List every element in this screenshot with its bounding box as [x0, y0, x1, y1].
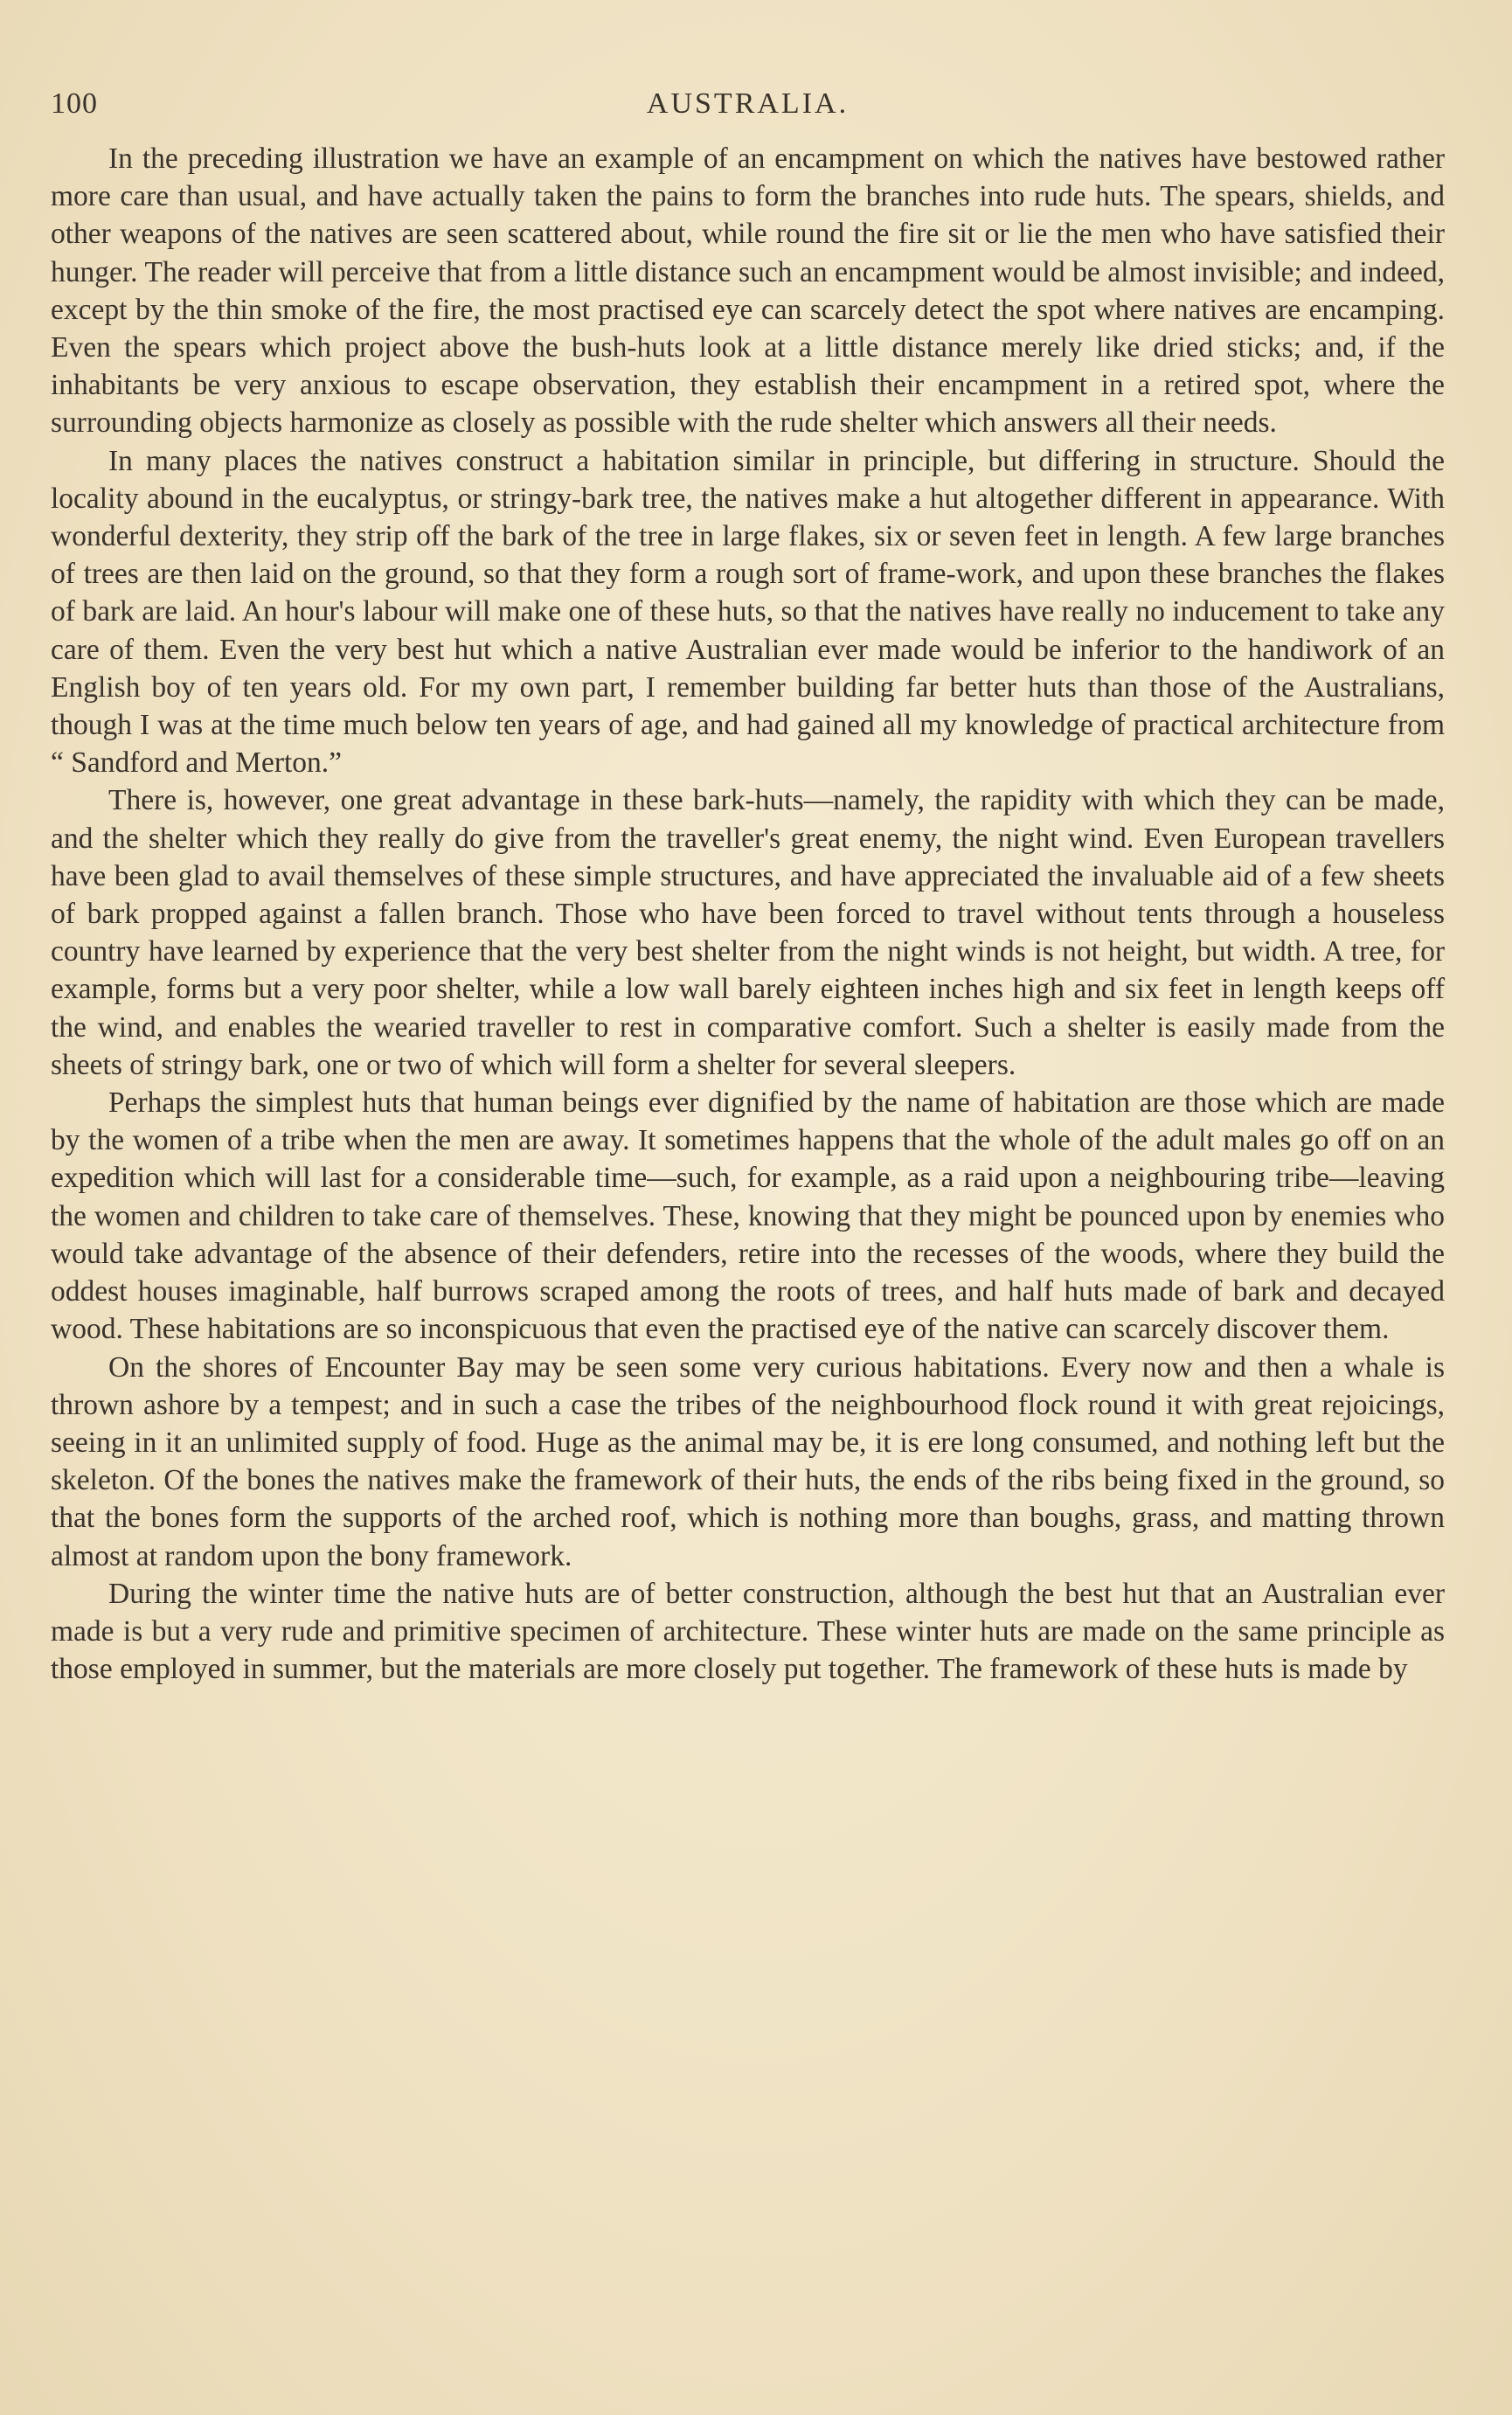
- book-page: [51, 87, 1445, 1688]
- paragraph: In the preceding illustration we have an example of an encampment on which the natives have bestowed rather more care than usual, and have actually taken the pains to form the branches into rude huts. The spears, shields, and other weapons of the natives are seen scattered about, while round the fire sit or lie the men who have satisfied their hunger. The reader will perceive that from a little distance such an encampment would be almost invisible; and indeed, except by the thin smoke of the fire, the most practised eye can scarcely detect the spot where natives are encamping. Even the spears which project above the bush-huts look at a little distance merely like dried sticks; and, if the inhabitants be very anxious to escape observation, they establish their encampment in a retired spot, where the surrounding objects harmonize as closely as possible with the rude shelter which answers all their needs.: [51, 142, 1445, 440]
- page-header: [51, 87, 1445, 140]
- body-text: [51, 140, 1445, 1688]
- paragraph: On the shores of Encounter Bay may be seen some very curious habitations. Every now and then a whale is thrown ashore by a tempest; and in such a case the tribes of the neighbourhood flock round it with great rejoicings, seeing in it an unlimited supply of food. Huge as the animal may be, it is ere long consumed, and nothing left but the skeleton. Of the bones the natives make the framework of their huts, the ends of the ribs being fixed in the ground, so that the bones form the supports of the arched roof, which is nothing more than boughs, grass, and matting thrown almost at random upon the bony framework.: [51, 1350, 1445, 1572]
- paragraph: There is, however, one great advantage in these bark-huts—namely, the rapidity with which they can be made, and the shelter which they really do give from the traveller's great enemy, the night wind. Even European travellers have been glad to avail themselves of these simple structures, and have appreciated the invaluable aid of a few sheets of bark propped against a fallen branch. Those who have been forced to travel without tents through a houseless country have learned by experience that the very best shelter from the night winds is not height, but width. A tree, for example, forms but a very poor shelter, while a low wall barely eighteen inches high and six feet in length keeps off the wind, and enables the wearied traveller to rest in comparative comfort. Such a shelter is easily made from the sheets of stringy bark, one or two of which will form a shelter for several sleepers.: [51, 784, 1445, 1081]
- paragraph: In many places the natives construct a habitation similar in principle, but differing in structure. Should the locality abound in the eucalyptus, or stringy-bark tree, the natives make a hut altogether different in appearance. With wonderful dexterity, they strip off the bark of the tree in large flakes, six or seven feet in length. A few large branches of trees are then laid on the ground, so that they form a rough sort of frame-work, and upon these branches the flakes of bark are laid. An hour's labour will make one of these huts, so that the natives have really no inducement to take any care of them. Even the very best hut which a native Australian ever made would be inferior to the handiwork of an English boy of ten years old. For my own part, I remember building far better huts than those of the Australians, though I was at the time much below ten years of age, and had gained all my knowledge of practical architecture from “ Sandford and Merton.”: [51, 444, 1445, 780]
- page-number: 100: [51, 87, 98, 120]
- paragraph: Perhaps the simplest huts that human beings ever dignified by the name of habitation are those which are made by the women of a tribe when the men are away. It sometimes happens that the whole of the adult males go off on an expedition which will last for a considerable time—such, for example, as a raid upon a neighbouring tribe—leaving the women and children to take care of themselves. These, knowing that they might be pounced upon by enemies who would take advantage of the absence of their defenders, retire into the recesses of the woods, where they build the oddest houses imaginable, half burrows scraped among the roots of trees, and half huts made of bark and decayed wood. These habitations are so inconspicuous that even the practised eye of the native can scarcely discover them.: [51, 1086, 1445, 1346]
- paragraph: During the winter time the native huts are of better construction, although the best hut that an Australian ever made is but a very rude and primitive specimen of architecture. These winter huts are made on the same principle as those employed in summer, but the materials are more closely put together. The framework of these huts is made by: [51, 1577, 1445, 1686]
- running-head: AUSTRALIA.: [646, 87, 850, 120]
